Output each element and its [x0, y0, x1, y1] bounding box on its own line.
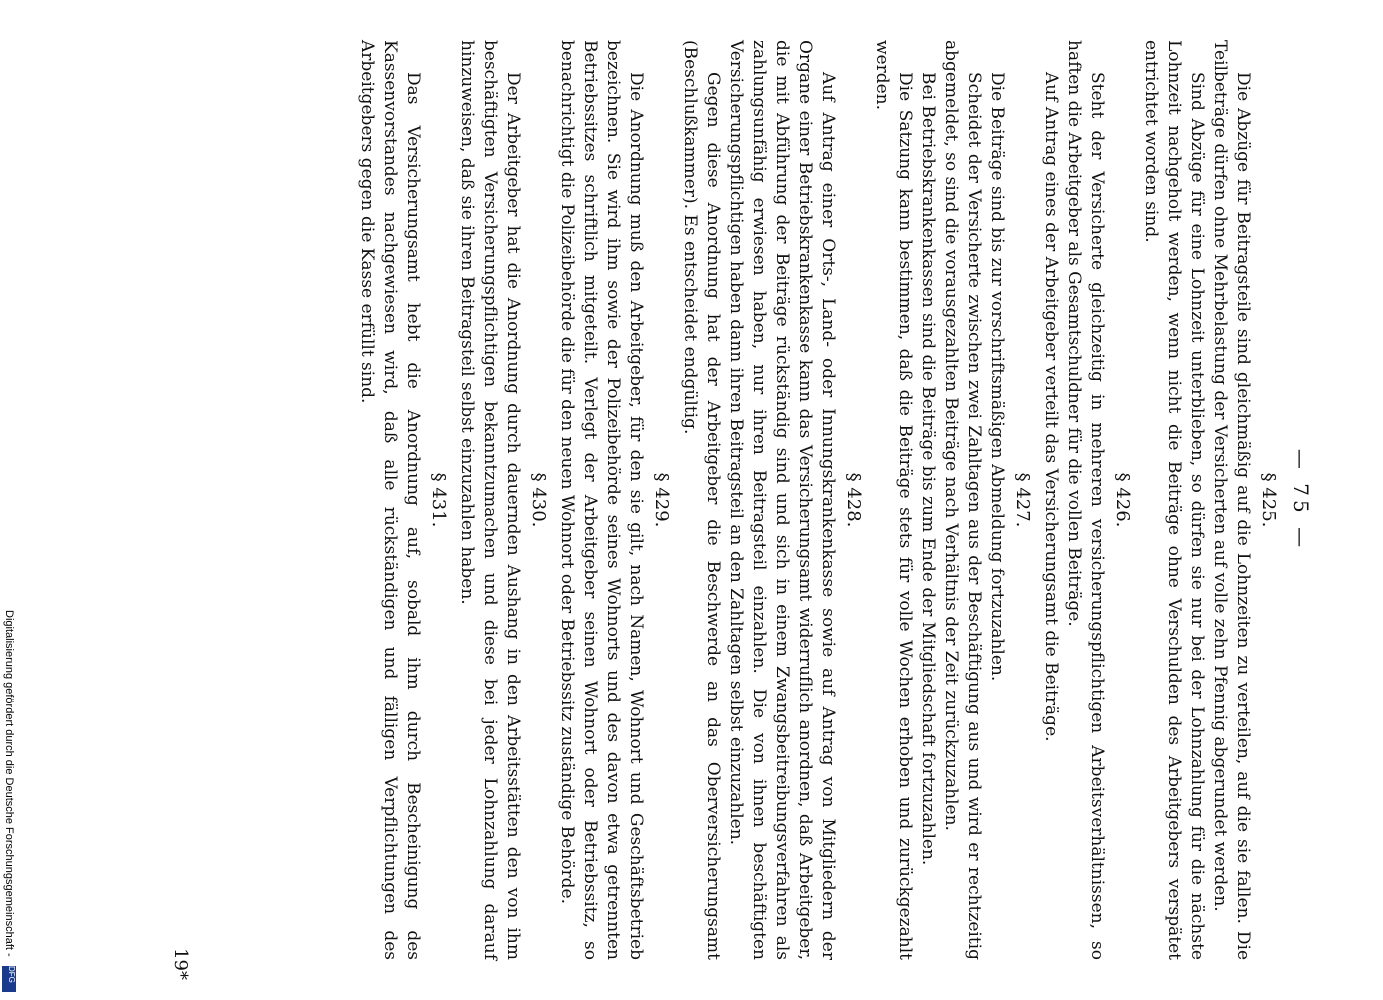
paragraph: Die Anordnung muß den Arbeitgeber, für den sie gilt, nach Namen, Wohnort und Geschäftsbetrieb bezeichnen. Sie wird ihm sowie der Polizeibehörde seines Wohnorts und des davon etwa getrennten Betriebssitzes schriftlich mitgeteilt. Verlegt der Arbeitgeber seinen Wohnort oder Betriebssitz, so benachrichtigt die Polizeibehörde die für den neuen Wohnort oder Betriebssitz zuständige Behörde. [557, 40, 646, 960]
section-heading: § 430. [528, 472, 549, 528]
section-heading: § 426. [1112, 472, 1133, 528]
paragraph: Die Satzung kann bestimmen, daß die Beiträge stets für volle Wochen erhoben und zurückgezahlt werden. [872, 40, 915, 960]
paragraph: Scheidet der Versicherte zwischen zwei Zahltagen aus der Beschäftigung aus und wird er rechtzeitig abgemeldet, so sind die vorausgezahlten Beiträge nach Verhältnis der Zeit zurückzuzahlen. [941, 40, 984, 960]
side-caption: Digitalisierung gefördert durch die Deutsche Forschungsgemeinschaft - [3, 610, 15, 957]
section-heading: § 425. [1258, 472, 1279, 528]
section-heading: § 431. [428, 472, 449, 528]
paragraph: Die Abzüge für Beitragsteile sind gleichmäßig auf die Lohnzeiten zu verteilen, auf die sie fallen. Die Teilbeträge dürfen ohne Mehrbelastung der Versicherten auf volle zehn Pfennig abgerundet werden. [1210, 40, 1253, 960]
paragraph: Sind Abzüge für eine Lohnzeit unterblieben, so dürfen sie nur bei der Lohnzahlung für die nächste Lohnzeit nachgeholt werden, wenn nicht die Beiträge ohne Verschulden des Arbeitgebers verspätet entrichtet worden sind. [1141, 40, 1207, 960]
paragraph: Steht der Versicherte gleichzeitig in mehreren versicherungspflichtigen Arbeitsverhältnissen, so haften die Arbeitgeber als Gesamtschuldner für die vollen Beiträge. [1064, 40, 1107, 960]
section-heading: § 428. [843, 472, 864, 528]
sections-container [355, 40, 1279, 960]
document-page [130, 0, 1383, 1000]
paragraph: Auf Antrag einer Orts-, Land- oder Innungskrankenkasse sowie auf Antrag von Mitgliedern der Organe einer Betriebskrankenkasse kann das Versicherungsamt widerruflich anordnen, daß Arbeitgeber, die mit Abführung der Beiträge rückständig sind und sich in einem Zwangsbeitreibungsverfahren als zahlungsunfähig erwiesen haben, nur ihren Beitragsteil einzahlen. Die von ihnen beschäftigten Versicherungspflichtigen haben dann ihren Beitragsteil an den Zahltagen selbst einzuzahlen. [726, 40, 838, 960]
dfg-logo-text: DFG [7, 966, 16, 983]
paragraph: Gegen diese Anordnung hat der Arbeitgeber die Beschwerde an das Oberversicherungsamt (Beschlußkammer). Es entscheidet endgültig. [680, 40, 723, 960]
rotated-page [130, 0, 1383, 1000]
side-caption-strip [0, 0, 18, 1000]
section-heading: § 427. [1012, 472, 1033, 528]
paragraph: Das Versicherungsamt hebt die Anordnung auf, sobald ihm durch Bescheinigung des Kassenvorstandes nachgewiesen wird, daß alle rückständigen und fälligen Verpflichtungen des Arbeitgebers gegen die Kasse erfüllt sind. [357, 40, 423, 960]
dfg-logo [2, 966, 16, 992]
section-heading: § 429. [651, 472, 672, 528]
page-number: — 75 — [1289, 448, 1313, 552]
page-content [355, 40, 1313, 960]
signature-mark: 19* [170, 948, 191, 980]
paragraph: Der Arbeitgeber hat die Anordnung durch dauernden Aushang in den Arbeitsstätten den von ihm beschäftigten Versicherungspflichtigen bekanntzumachen und diese bei jeder Lohnzahlung darauf hinzuweisen, daß sie ihren Beitragsteil selbst einzuzahlen haben. [457, 40, 523, 960]
paragraph: Die Beiträge sind bis zur vorschriftsmäßigen Abmeldung fortzuzahlen. [987, 72, 1007, 682]
paragraph: Auf Antrag eines der Arbeitgeber verteilt das Versicherungsamt die Beiträge. [1041, 72, 1061, 742]
paragraph: Bei Betriebskrankenkassen sind die Beiträge bis zum Ende der Mitgliedschaft fortzuzahlen. [918, 72, 938, 866]
